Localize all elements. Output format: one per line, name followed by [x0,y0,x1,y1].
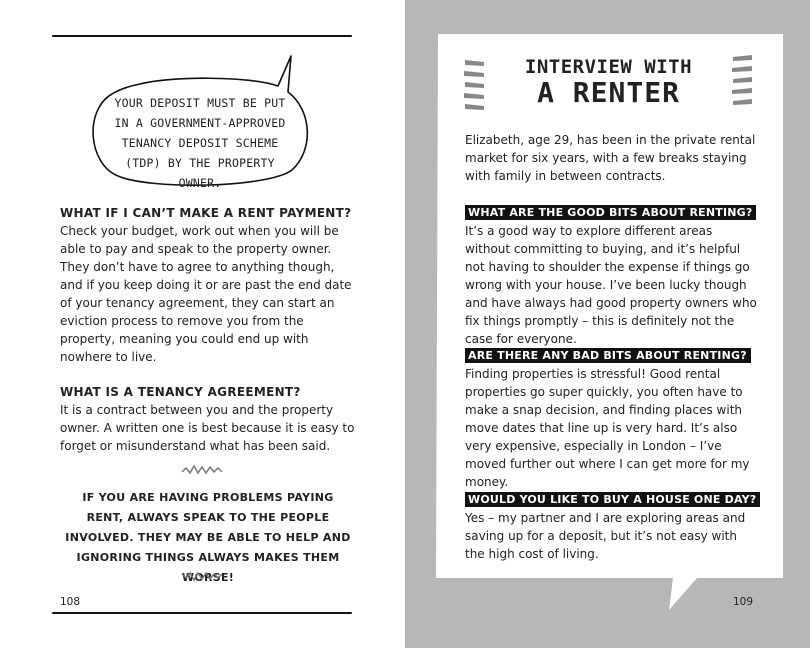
zigzag-divider-icon [180,463,225,477]
answer-1: It’s a good way to explore different areas without committing to buying, and it’s helpful not having to shoulder the expense if things go wrong with your house. I’ve been lucky though and have always had good property owners who fix things promptly – this is definitely not the case for everyone. [465,224,757,346]
zigzag-divider-icon [180,569,225,583]
rent-payment-heading: WHAT IF I CAN’T MAKE A RENT PAYMENT? [60,206,352,220]
tenancy-agreement-heading: WHAT IS A TENANCY AGREEMENT? [60,385,301,399]
callout-text: IF YOU ARE HAVING PROBLEMS PAYING RENT, ALWAYS SPEAK TO THE PEOPLE INVOLVED. THEY MAY BE ABLE TO HELP AND IGNORING THINGS ALWAYS MAKES THEM WORSE! [65,491,351,584]
page-number-left: 108 [60,596,81,608]
answer-3: Yes – my partner and I are exploring areas and saving up for a deposit, but it’s not easy with the high cost of living. [465,511,746,561]
answer-2: Finding properties is stressful! Good rental properties go super quickly, you often have to make a snap decision, and finding places with move dates that line up is very hard. It’s also very expensive, especially in London – I’ve moved further out where I can get more for my money. [465,367,750,489]
interview-intro: Elizabeth, age 29, has been in the private rental market for six years, with a few breaks staying with family in between contracts. [465,133,756,183]
question-2: ARE THERE ANY BAD BITS ABOUT RENTING? [465,348,751,363]
question-1: WHAT ARE THE GOOD BITS ABOUT RENTING? [465,205,756,220]
rent-payment-body: Check your budget, work out when you will be able to pay and speak to the property owner. They don’t have to agree to anything though, and if you keep doing it or are past the end date of your tenancy agreement, they can start an eviction process to remove you from the property, meaning you could end up with nowhere to live. [60,224,352,364]
question-3: WOULD YOU LIKE TO BUY A HOUSE ONE DAY? [465,492,760,507]
interview-title-line2: A RENTER [537,76,680,109]
bubble-text: YOUR DEPOSIT MUST BE PUT IN A GOVERNMENT-APPROVED TENANCY DEPOSIT SCHEME (TDP) BY THE PROPERTY OWNER. [114,96,286,190]
interview-title-line1: INTERVIEW WITH [524,56,693,78]
page-number-right: 109 [733,596,754,608]
bottom-rule [52,612,352,614]
tenancy-agreement-body: It is a contract between you and the property owner. A written one is best because it is easy to forget or misunderstand what has been said. [60,403,355,453]
